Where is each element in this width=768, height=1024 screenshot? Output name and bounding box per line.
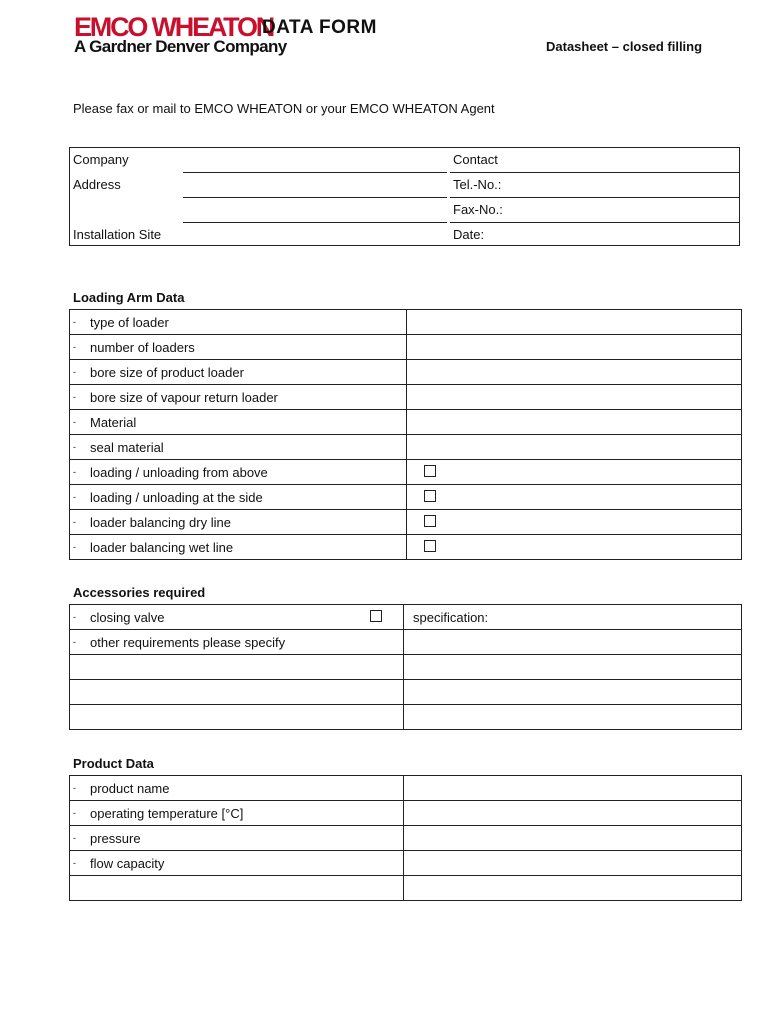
accessories-row-value-cell[interactable] — [404, 630, 742, 655]
row-label-wrap — [70, 630, 403, 654]
accessories-row-value-cell[interactable] — [404, 605, 742, 630]
row-label: number of loaders — [90, 339, 195, 355]
company-field[interactable] — [183, 172, 447, 173]
row-label-wrap — [70, 655, 403, 679]
loading-arm-row — [70, 410, 742, 435]
address-field-line-1[interactable] — [183, 197, 447, 198]
row-label-wrap — [70, 876, 403, 900]
row-label: bore size of product loader — [90, 364, 244, 380]
bullet-dash: - — [73, 341, 76, 352]
accessories-row-value-cell[interactable] — [404, 680, 742, 705]
row-label-wrap — [70, 410, 406, 434]
bullet-dash: - — [73, 857, 76, 868]
product-row-value-cell[interactable] — [404, 826, 742, 851]
checkbox[interactable] — [424, 515, 436, 527]
row-label-wrap — [70, 310, 406, 334]
product-row — [70, 776, 742, 801]
loading-arm-row-value-cell[interactable] — [407, 385, 742, 410]
installation-site-label: Installation Site — [73, 227, 162, 242]
accessories-table — [69, 604, 742, 730]
loading-arm-row-value-cell[interactable] — [407, 435, 742, 460]
product-row-value-cell[interactable] — [404, 801, 742, 826]
loading-arm-row — [70, 360, 742, 385]
row-label-wrap — [70, 680, 403, 704]
date-label: Date: — [453, 227, 485, 242]
bullet-dash: - — [73, 316, 76, 327]
loading-arm-row-label-cell — [70, 510, 407, 535]
loading-arm-row-value-cell[interactable] — [407, 485, 742, 510]
checkbox[interactable] — [424, 490, 436, 502]
row-label: loading / unloading from above — [90, 464, 268, 480]
loading-arm-row — [70, 460, 742, 485]
accessories-row-label-cell — [70, 605, 404, 630]
accessories-row-value-cell[interactable] — [404, 655, 742, 680]
checkbox[interactable] — [424, 540, 436, 552]
loading-arm-row-value-cell[interactable] — [407, 335, 742, 360]
product-row — [70, 826, 742, 851]
loading-arm-row — [70, 535, 742, 560]
address-label: Address — [73, 177, 121, 192]
loading-arm-row-value-cell[interactable] — [407, 460, 742, 485]
row-label-wrap — [70, 485, 406, 509]
row-label-wrap — [70, 510, 406, 534]
product-row — [70, 851, 742, 876]
bullet-dash: - — [73, 807, 76, 818]
accessories-row-label-cell — [70, 655, 404, 680]
accessories-row — [70, 630, 742, 655]
loading-arm-row-label-cell — [70, 485, 407, 510]
bullet-dash: - — [73, 782, 76, 793]
row-label: operating temperature [°C] — [90, 805, 244, 821]
checkbox[interactable] — [370, 610, 382, 622]
product-row-value-cell[interactable] — [404, 776, 742, 801]
accessories-row-label-cell — [70, 705, 404, 730]
contact-label: Contact — [453, 152, 498, 167]
bullet-dash: - — [73, 636, 76, 647]
product-data-table — [69, 775, 742, 901]
row-label: product name — [90, 780, 170, 796]
row-label: flow capacity — [90, 855, 165, 871]
product-row-label-cell — [70, 876, 404, 901]
address-field-line-2[interactable] — [183, 222, 447, 223]
bullet-dash: - — [73, 516, 76, 527]
row-label-wrap — [70, 535, 406, 559]
loading-arm-row — [70, 335, 742, 360]
accessories-row — [70, 705, 742, 730]
loading-arm-row-value-cell[interactable] — [407, 510, 742, 535]
bullet-dash: - — [73, 466, 76, 477]
row-label-wrap — [70, 435, 406, 459]
accessories-row — [70, 655, 742, 680]
tel-field[interactable] — [549, 197, 739, 198]
accessories-row-value-cell[interactable] — [404, 705, 742, 730]
loading-arm-row-label-cell — [70, 435, 407, 460]
row-label: other requirements please specify — [90, 634, 286, 650]
product-row — [70, 876, 742, 901]
accessories-heading: Accessories required — [73, 585, 206, 600]
row-label: type of loader — [90, 314, 169, 330]
accessories-row-label-cell — [70, 630, 404, 655]
bullet-dash: - — [73, 366, 76, 377]
row-label-wrap — [70, 776, 403, 800]
specification-label: specification: — [413, 609, 489, 625]
row-label-wrap — [70, 335, 406, 359]
loading-arm-row-value-cell[interactable] — [407, 410, 742, 435]
row-label: Material — [90, 414, 137, 430]
fax-field[interactable] — [549, 222, 739, 223]
loading-arm-table — [69, 309, 742, 560]
contact-field[interactable] — [549, 172, 739, 173]
accessories-row-label-cell — [70, 680, 404, 705]
product-row-value-cell[interactable] — [404, 851, 742, 876]
loading-arm-row-label-cell — [70, 535, 407, 560]
instructions-text: Please fax or mail to EMCO WHEATON or your EMCO WHEATON Agent — [73, 101, 495, 116]
loading-arm-row-label-cell — [70, 410, 407, 435]
bullet-dash: - — [73, 611, 76, 622]
accessories-row — [70, 605, 742, 630]
loading-arm-row-label-cell — [70, 335, 407, 360]
tel-label: Tel.-No.: — [453, 177, 502, 192]
loading-arm-row-value-cell[interactable] — [407, 535, 742, 560]
loading-arm-row — [70, 385, 742, 410]
row-label-wrap — [70, 826, 403, 850]
product-row-label-cell — [70, 826, 404, 851]
product-row-label-cell — [70, 776, 404, 801]
row-label: closing valve — [90, 609, 165, 625]
loading-arm-row-label-cell — [70, 360, 407, 385]
company-logo-wordmark: EMCO WHEATON — [74, 12, 274, 42]
row-label: bore size of vapour return loader — [90, 389, 278, 405]
loading-arm-row — [70, 310, 742, 335]
loading-arm-heading: Loading Arm Data — [73, 290, 185, 305]
row-label-wrap — [70, 360, 406, 384]
loading-arm-row — [70, 510, 742, 535]
loading-arm-row-label-cell — [70, 385, 407, 410]
product-row-value-cell[interactable] — [404, 876, 742, 901]
loading-arm-row-value-cell[interactable] — [407, 310, 742, 335]
product-row-label-cell — [70, 851, 404, 876]
product-row-label-cell — [70, 801, 404, 826]
form-title: DATA FORM — [262, 17, 377, 38]
loading-arm-row-value-cell[interactable] — [407, 360, 742, 385]
contact-info-box — [69, 147, 740, 246]
bullet-dash: - — [73, 541, 76, 552]
row-label-wrap — [70, 705, 403, 729]
parent-company-tagline: A Gardner Denver Company — [74, 37, 287, 56]
row-label: loading / unloading at the side — [90, 489, 263, 505]
row-label: loader balancing wet line — [90, 539, 234, 555]
company-label: Company — [73, 152, 129, 167]
loading-arm-row — [70, 435, 742, 460]
fax-label: Fax-No.: — [453, 202, 503, 217]
bullet-dash: - — [73, 391, 76, 402]
checkbox[interactable] — [424, 465, 436, 477]
row-label: pressure — [90, 830, 141, 846]
product-data-heading: Product Data — [73, 756, 154, 771]
row-label-wrap — [70, 605, 403, 629]
bullet-dash: - — [73, 416, 76, 427]
datasheet-type: Datasheet – closed filling — [546, 39, 703, 54]
product-row — [70, 801, 742, 826]
loading-arm-row-label-cell — [70, 460, 407, 485]
loading-arm-row — [70, 485, 742, 510]
row-label-wrap — [70, 851, 403, 875]
row-label: loader balancing dry line — [90, 514, 231, 530]
loading-arm-row-label-cell — [70, 310, 407, 335]
bullet-dash: - — [73, 491, 76, 502]
bullet-dash: - — [73, 832, 76, 843]
accessories-row — [70, 680, 742, 705]
row-label-wrap — [70, 385, 406, 409]
row-label-wrap — [70, 460, 406, 484]
row-label: seal material — [90, 439, 164, 455]
bullet-dash: - — [73, 441, 76, 452]
row-label-wrap — [70, 801, 403, 825]
